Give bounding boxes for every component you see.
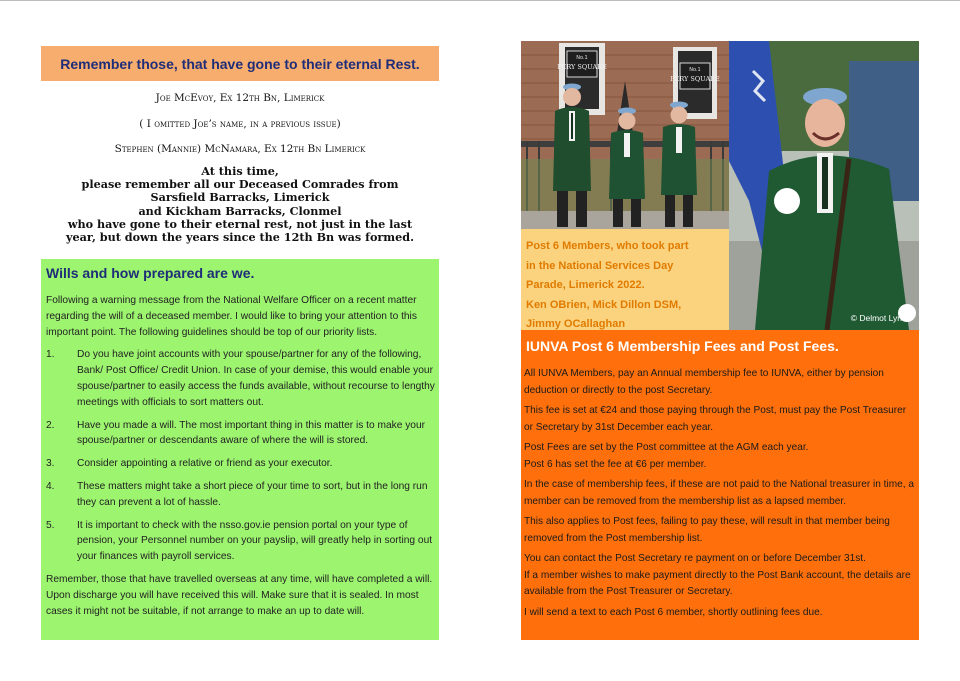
name-line-1: Joe McEvoy, Ex 12th Bn, Limerick [155, 92, 325, 104]
memorial-line: please remember all our Deceased Comrades from [81, 177, 399, 192]
photo-credit: © Delmot Lynch [850, 313, 911, 323]
group-photo [521, 41, 729, 229]
fees-paragraph: If a member wishes to make payment directly to the Post Bank account, the details are available from the Post Treasurer or Secretary. [524, 569, 911, 597]
flag-bearer-illustration [729, 41, 919, 330]
list-item [46, 479, 436, 511]
flag-bearer-photo [729, 41, 919, 330]
sign-number: No.1 [576, 55, 588, 61]
fees-paragraph: I will send a text to each Post 6 member, shortly outlining fees due. [524, 606, 823, 618]
list-item [46, 418, 436, 450]
fees-section [521, 330, 919, 640]
memorial-line: who have gone to their eternal rest, not just in the last [67, 216, 413, 231]
memorial-line: year, but down the years since the 12th Bn was formed. [66, 230, 414, 245]
list-number: 2. [46, 419, 55, 431]
memorial-line: At this time, [201, 164, 279, 178]
caption-line: Jimmy OCallaghan [526, 318, 626, 330]
list-text: These matters might take a short piece of your time to sort, but in the long run they can prevent a lot of hassle. [77, 480, 428, 508]
remember-heading: Remember those, that have gone to their eternal Rest. [60, 55, 420, 72]
fees-paragraph: This also applies to Post fees, failing to pay these, will result in that member being removed from the Post membership list. [524, 516, 890, 544]
name-line-3: Stephen (Mannie) McNamara, Ex 12th Bn Limerick [114, 143, 366, 155]
wills-section [41, 259, 439, 640]
memorial-line: and Kickham Barracks, Clonmel [138, 203, 342, 218]
list-text: Do you have joint accounts with your spouse/partner for any of the following, Bank/ Post Office/ Credit Union. In case of your demise, this would enable your spouse/partner to easily access the funds available, without recourse to lengthy meetings with officials to sort matters out. [77, 349, 435, 408]
fees-paragraph: All IUNVA Members, pay an Annual membership fee to IUNVA, either by pension deduction or directly to the post Secretary. [524, 368, 884, 396]
name-line-2: ( I omitted Joe’s name, in a previous issue) [139, 118, 341, 130]
list-text: Have you made a will. The most important thing in this matter is to make your spouse/partner or descendants aware of where the will is stored. [77, 419, 426, 447]
sign-text: PERY SQUARE [670, 75, 720, 83]
photo-area [521, 41, 919, 330]
top-border [0, 0, 960, 1]
caption-line: Post 6 Members, who took part [526, 240, 689, 252]
fees-paragraph: This fee is set at €24 and those paying through the Post, must pay the Post Treasurer or Secretary by 31st December each year. [524, 405, 907, 433]
memorial-message [41, 165, 439, 244]
list-number: 3. [46, 458, 55, 470]
list-item [46, 456, 436, 472]
wills-list [46, 347, 436, 565]
list-item [46, 347, 436, 410]
group-photo-illustration [521, 41, 729, 229]
list-text: Consider appointing a relative or friend as your executor. [77, 458, 333, 470]
fees-paragraph: You can contact the Post Secretary re payment on or before December 31st. [524, 553, 866, 564]
memorial-line: Sarsfield Barracks, Limerick [150, 190, 330, 205]
wills-body [46, 293, 436, 619]
sign-number: No.1 [689, 67, 701, 73]
caption-line: in the National Services Day [526, 259, 674, 272]
fees-paragraph: Post 6 has set the fee at €6 per member. [524, 458, 707, 470]
fees-title: IUNVA Post 6 Membership Fees and Post Fees. [526, 338, 839, 354]
list-item [46, 518, 436, 565]
fees-paragraph: Post Fees are set by the Post committee at the AGM each year. [524, 442, 809, 453]
list-number: 4. [46, 480, 55, 492]
list-text: It is important to check with the nsso.gov.ie pension portal on your type of pension, your Personnel number on your payslip, will greatly help in sorting out your finances with payroll services. [77, 519, 433, 563]
wills-title: Wills and how prepared are we. [46, 265, 255, 281]
photo-caption-box [521, 229, 729, 330]
photo-caption [526, 237, 726, 335]
fees-paragraph: In the case of membership fees, if these are not paid to the National treasurer in time, a member can be removed from the membership list as a lapsed member. [524, 479, 914, 507]
caption-line: Ken OBrien, Mick Dillon DSM, [526, 298, 682, 311]
sign-text: PERY SQUARE [557, 63, 607, 71]
list-number: 1. [46, 349, 55, 361]
caption-line: Parade, Limerick 2022. [526, 279, 645, 291]
fees-body [524, 366, 916, 621]
list-number: 5. [46, 519, 55, 531]
wills-closing: Remember, those that have travelled overseas at any time, will have completed a will. Upon discharge you will have received this will. Make sure that it is sealed. In most cases it might not be suitable, if not arrange to make an up to date will. [46, 573, 433, 617]
remember-heading-box [41, 46, 439, 81]
wills-intro: Following a warning message from the National Welfare Officer on a recent matter regarding the will of a deceased member. I would like to bring your attention to this important point. The following guidelines should be top of our priority lists. [46, 295, 417, 338]
